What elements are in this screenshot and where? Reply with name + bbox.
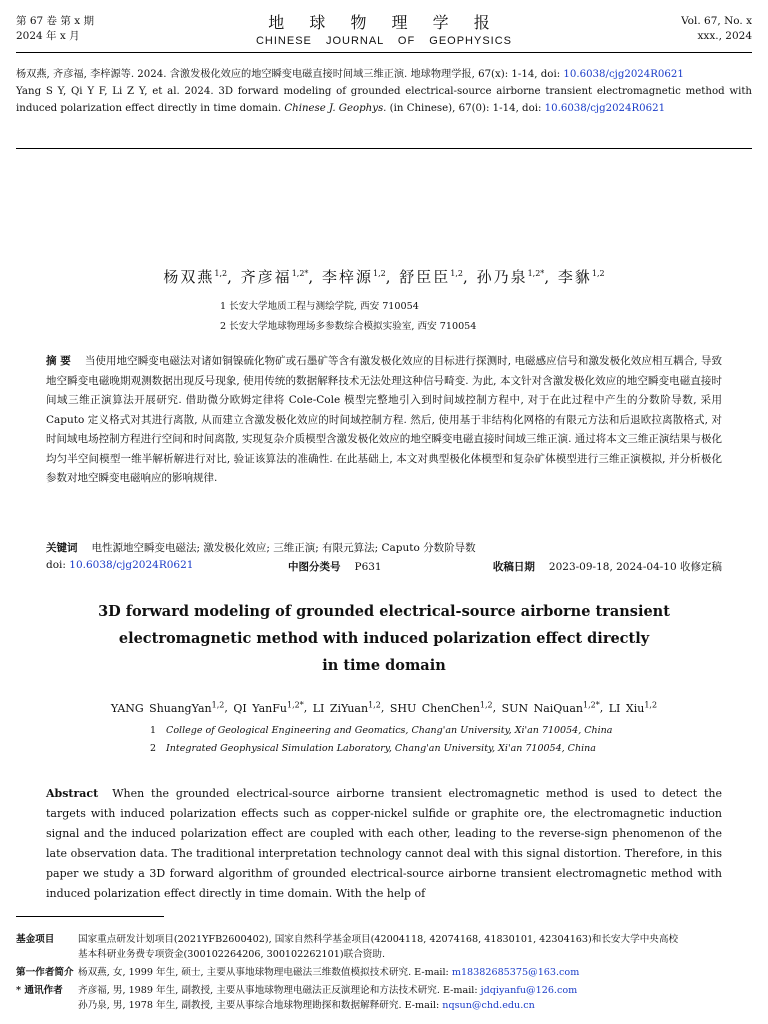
author-list-en: YANG ShuangYan$^{1,2}$, QI YanFu$^{1,2*}$, LI ZiYuan$^{1,2}$, SHU ChenChen$^{1,2}$, SUN NaiQuan$^{1,2*}$, LI Xiu$^{1,2}$ <box>110 700 658 715</box>
corresponding-2-text: 孙乃泉, 男, 1978 年生, 副教授, 主要从事综合地球物理勘探和数据解释研究. E-mail: <box>78 1000 440 1011</box>
author-en: QI YanFu$^{1,2*}$ <box>233 700 304 715</box>
affiliation-cn-1: 1 长安大学地质工程与测绘学院, 西安 710054 <box>220 301 419 312</box>
citation-en-text: Yang S Y, Qi Y F, Li Z Y, et al. 2024. 3D forward modeling of grounded electrical-source airborne transient electromagnetic method with induced polarization effect directly in time domain. <box>16 86 752 114</box>
title-en <box>0 598 768 679</box>
footnote-corresponding <box>16 983 752 1013</box>
author-cn: 孙乃泉$^{1,2*}$ <box>476 268 545 286</box>
abstract-en-body: When the grounded electrical-source airborne transient electromagnetic method is used to detect the targets with induced polarization effects such as copper-nickel sulfide or graphite ore, the electromagnetic induction signal and the induced polarization effect are coupled with each other, leading to the reverse-sign phenomenon of the late observation data. The traditional interpretation technology cannot deal with this signal distortion. Therefore, in this paper we study a 3D forward algorithm of grounded electrical-source airborne transient electromagnetic method with induced polarization effect directly in time domain. With the help of <box>46 787 722 900</box>
author-cn: 李貅$^{1,2}$ <box>557 268 605 286</box>
journal-name-en: CHINESE JOURNAL OF GEOPHYSICS <box>255 35 513 47</box>
funding-text-cont: 基本科研业务费专项资金(300102264206, 300102262101)联合资助. <box>78 949 386 960</box>
abstract-cn-label: 摘 要 <box>46 355 71 367</box>
keywords-cn-label: 关键词 <box>46 542 78 554</box>
author-en: YANG ShuangYan$^{1,2}$ <box>110 700 225 715</box>
author-cn: 杨双燕$^{1,2}$ <box>163 268 228 286</box>
title-en-line3: in time domain <box>322 657 446 674</box>
article-meta-cn <box>46 559 722 575</box>
citation-en <box>16 83 752 117</box>
footnote-first-author <box>16 965 752 980</box>
affiliation-cn-2: 2 长安大学地球物理场多参数综合模拟实验室, 西安 710054 <box>220 321 477 332</box>
affiliation-en-2: 2 Integrated Geophysical Simulation Laboratory, Chang'an University, Xi'an 710054, China <box>150 743 596 754</box>
abstract-en <box>46 784 722 904</box>
first-author-text: 杨双燕, 女, 1999 年生, 硕士, 主要从事地球物理电磁法三维数值模拟技术研究. E-mail: <box>78 967 449 978</box>
author-en: SUN NaiQuan$^{1,2*}$ <box>501 700 600 715</box>
running-header <box>16 10 752 50</box>
affiliation-en-1: 1 College of Geological Engineering and Geomatics, Chang'an University, Xi'an 710054, China <box>150 725 613 736</box>
journal-name-cn: 地 球 物 理 学 报 <box>268 13 500 32</box>
author-list-cn: 杨双燕$^{1,2}$, 齐彦福$^{1,2*}$, 李梓源$^{1,2}$, 舒臣臣$^{1,2}$, 孙乃泉$^{1,2*}$, 李貅$^{1,2}$ <box>163 268 605 286</box>
author-en: LI Xiu$^{1,2}$ <box>608 700 658 715</box>
citation-block <box>16 66 752 117</box>
first-author-label: 第一作者简介 <box>16 967 74 978</box>
author-cn: 李梓源$^{1,2}$ <box>321 268 386 286</box>
citation-en-doi-link[interactable]: 10.6038/cjg2024R0621 <box>544 103 666 114</box>
title-en-line1: 3D forward modeling of grounded electrical-source airborne transient <box>98 603 670 620</box>
citation-cn-doi-link[interactable]: 10.6038/cjg2024R0621 <box>563 69 684 80</box>
doi-cn: doi: 10.6038/cjg2024R0621 <box>46 559 194 571</box>
author-en: SHU ChenChen$^{1,2}$ <box>389 700 493 715</box>
citation-cn <box>16 66 752 83</box>
date-line-en: xxx., 2024 <box>697 30 752 42</box>
citation-cn-text: 杨双燕, 齐彦福, 李梓源等. 2024. 含激发极化效应的地空瞬变电磁直接时间域三维正演. 地球物理学报, 67(x): 1-14, doi: <box>16 69 561 80</box>
citation-rule <box>16 148 752 149</box>
date-line: 2024 年 x 月 <box>16 30 80 42</box>
funding-label: 基金项目 <box>16 934 55 945</box>
footnote-rule <box>16 916 164 917</box>
abstract-cn <box>46 352 722 489</box>
volume-line: 第 67 卷 第 x 期 <box>16 15 94 27</box>
abstract-en-label: Abstract <box>46 787 99 800</box>
keywords-cn-list: 电性源地空瞬变电磁法; 激发极化效应; 三维正演; 有限元算法; Caputo 分数阶导数 <box>91 542 476 554</box>
first-author-email-link[interactable]: m18382685375@163.com <box>451 967 580 978</box>
volume-issue-en <box>681 14 752 44</box>
author-cn: 齐彦福$^{1,2*}$ <box>240 268 309 286</box>
corresponding-2-email-link[interactable]: nqsun@chd.edu.cn <box>442 1000 535 1011</box>
header-rule <box>16 52 752 53</box>
title-en-line2: electromagnetic method with induced polarization effect directly <box>118 630 650 647</box>
citation-en-journal: Chinese J. Geophys. <box>284 103 387 114</box>
doi-cn-link[interactable]: 10.6038/cjg2024R0621 <box>69 559 194 571</box>
citation-en-tail: (in Chinese), 67(0): 1-14, doi: <box>389 103 542 114</box>
footnote-funding <box>16 932 752 962</box>
corresponding-1-text: 齐彦福, 男, 1989 年生, 副教授, 主要从事地球物理电磁法正反演理论和方法技术研究. E-mail: <box>78 985 478 996</box>
journal-name <box>16 10 752 47</box>
abstract-cn-body: 当使用地空瞬变电磁法对诸如铜镍硫化物矿或石墨矿等含有激发极化效应的目标进行探测时, 电磁感应信号和激发极化效应相互耦合, 导致地空瞬变电磁晚期观测数据出现反号现象, 使用传统的数据解释技术无法处理这种信号畸变. 为此, 本文针对含激发极化效应的地空瞬变电磁直接时间域三维正演算法开展研究. 借助微分欧姆定律将 Cole-Cole 模型完整地引入到时间域控制方程中, 对于在此过程中产生的分数阶导数, 采用 Caputo 定义格式对其进行离散, 从而建立含激发极化效应的时间域控制方程. 然后, 使用基于非结构化网格的有限元方法和后退欧拉离散格式, 对时间域电场控制方程进行空间和时间离散, 实现复杂介质模型含激发极化效应的地空瞬变电磁直接时间域三维正演. 通过将本文三维正演结果与极化均匀半空间模型一维半解析解进行对比, 验证该算法的准确性. 在此基础上, 本文对典型极化体模型和复杂矿体模型进行三维正演模拟, 并分析极化参数对地空瞬变电磁响应的影响规律. <box>46 355 722 484</box>
corresponding-1-email-link[interactable]: jdqiyanfu@126.com <box>480 985 578 996</box>
volume-line-en: Vol. 67, No. x <box>681 15 752 27</box>
corresponding-label: * 通讯作者 <box>16 985 63 996</box>
received-date: 收稿日期 2023-09-18, 2024-04-10 收修定稿 <box>492 561 722 573</box>
classification-number: 中图分类号 P631 <box>288 561 382 573</box>
keywords-cn <box>46 540 722 555</box>
author-cn: 舒臣臣$^{1,2}$ <box>399 268 464 286</box>
author-en: LI ZiYuan$^{1,2}$ <box>312 700 381 715</box>
funding-text: 国家重点研发计划项目(2021YFB2600402), 国家自然科学基金项目(42004118, 42074168, 41830101, 42304163)和长安大学中央高校 <box>78 934 679 945</box>
